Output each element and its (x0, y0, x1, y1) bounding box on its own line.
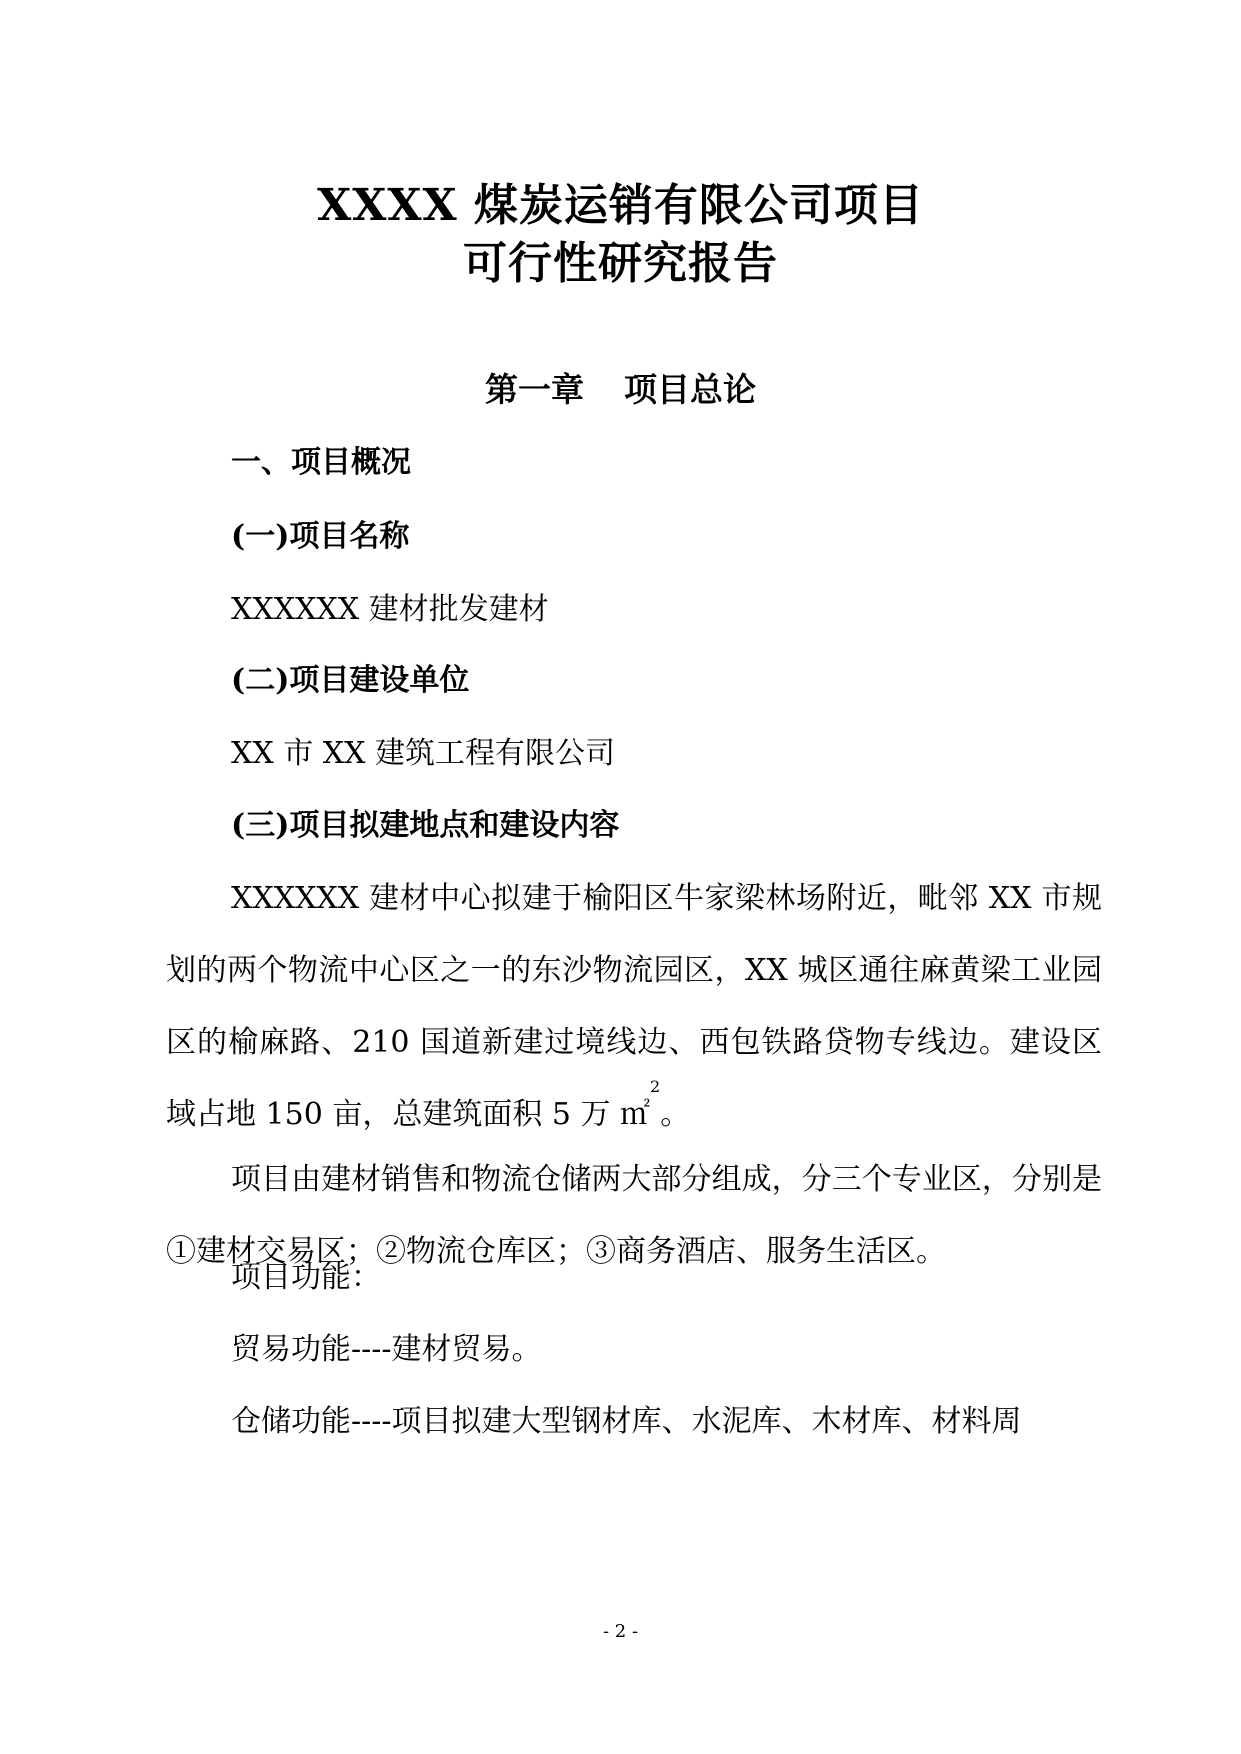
location-paragraph-text: XXXXXX 建材中心拟建于榆阳区牛家梁林场附近，毗邻 XX 市规划的两个物流中心区之一的东沙物流园区，XX 城区通往麻黄梁工业园区的榆麻路、210 国道新建过境线边、西包铁路贷物专线边。建设区域占地 150 亩，总建筑面积 5 万 ㎡ (166, 881, 1102, 1132)
project-name-text: XXXXXX 建材批发建材 (231, 592, 549, 627)
chapter-name: 项目总论 (624, 370, 756, 409)
construction-unit-text: XX 市 XX 建筑工程有限公司 (231, 736, 616, 771)
area-unit-superscript: 2 (650, 1077, 661, 1096)
document-title-line1: XXXX 煤炭运销有限公司项目 (317, 180, 924, 231)
location-paragraph (166, 863, 1102, 1151)
document-title-line2: 可行性研究报告 (463, 238, 778, 289)
functions-label: 项目功能： (231, 1260, 381, 1295)
function-trade-line: 贸易功能----建材贸易。 (231, 1332, 542, 1367)
subsection-heading-construction-unit: (二)项目建设单位 (231, 663, 470, 698)
function-storage-line: 仓储功能----项目拟建大型钢材库、水泥库、木材库、材料周 (231, 1404, 1022, 1439)
section-heading-overview: 一、项目概况 (231, 445, 411, 480)
page-number: - 2 - (602, 1621, 639, 1642)
subsection-heading-location-content: (三)项目拟建地点和建设内容 (231, 808, 620, 843)
composition-paragraph: 项目由建材销售和物流仓储两大部分组成，分三个专业区，分别是①建材交易区；②物流仓库区；③商务酒店、服务生活区。 (166, 1162, 1102, 1269)
chapter-number: 第一章 (485, 370, 584, 409)
chapter-heading (0, 368, 1241, 412)
location-paragraph-end: 。 (660, 1097, 691, 1132)
subsection-heading-project-name: (一)项目名称 (231, 519, 410, 554)
